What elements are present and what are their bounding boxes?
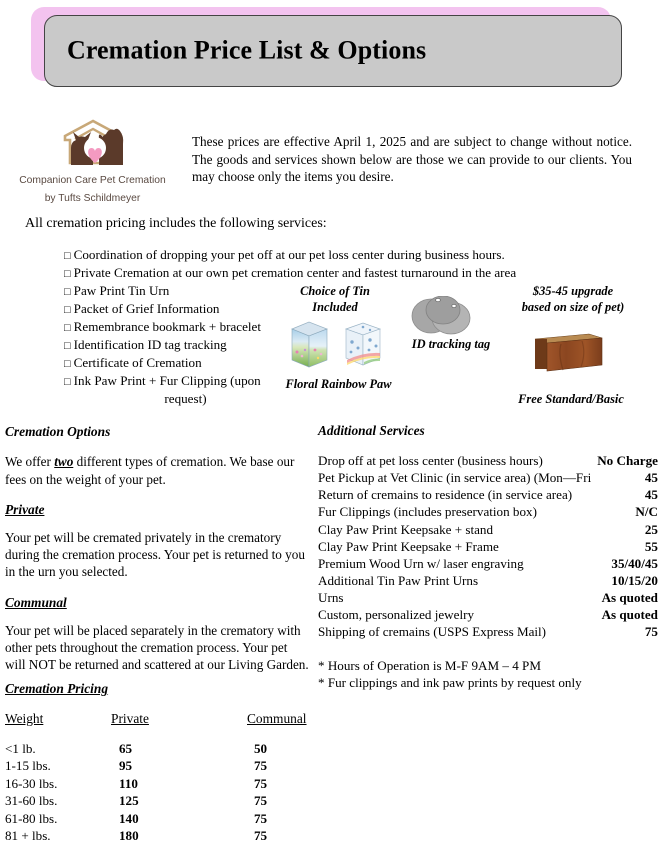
urn-upgrade-caption <box>489 284 657 316</box>
service-label: Pet Pickup at Vet Clinic (in service area) (Mon—Fri <box>318 470 592 486</box>
page-title-banner <box>31 7 627 89</box>
tin-names-caption: Floral Rainbow Paw <box>285 377 392 391</box>
wood-urn-image <box>527 327 605 375</box>
table-row <box>5 740 307 757</box>
list-item <box>64 300 294 318</box>
cell-private: 125 <box>119 793 139 809</box>
service-price: 35/40/45 <box>611 555 658 571</box>
rainbow-paw-tin-image <box>340 320 386 368</box>
cell-weight: 16-30 lbs. <box>5 775 58 791</box>
table-row <box>318 469 658 486</box>
additional-services-column <box>318 423 658 691</box>
list-item-label: Remembrance bookmark + bracelet <box>73 318 261 334</box>
checkbox-icon: □ <box>64 303 71 316</box>
cell-communal: 75 <box>254 775 268 791</box>
cell-communal: 75 <box>254 810 268 826</box>
column-header-private: Private <box>111 711 149 726</box>
service-price: 55 <box>644 538 658 554</box>
private-heading: Private <box>5 501 45 517</box>
service-price: 25 <box>644 521 658 537</box>
list-item-label: Identification ID tag tracking <box>73 336 227 352</box>
list-item-label: Packet of Grief Information <box>73 300 220 316</box>
table-row <box>318 486 658 503</box>
cremation-options-column <box>5 423 310 687</box>
list-item <box>64 264 517 282</box>
logo-caption-line-2: by Tufts Schildmeyer <box>44 193 141 205</box>
table-row <box>5 757 307 774</box>
list-item <box>64 336 294 354</box>
column-header-weight: Weight <box>5 711 44 726</box>
checkbox-icon: □ <box>64 339 71 352</box>
service-price: N/C <box>635 504 658 520</box>
additional-services-notes <box>318 657 638 692</box>
cell-weight: 61-80 lbs. <box>5 810 58 826</box>
checkbox-icon: □ <box>64 267 71 280</box>
list-item-label: Coordination of dropping your pet off at our pet loss center during business hours. <box>73 247 505 262</box>
companion-care-logo-icon <box>55 118 131 168</box>
page-title: Cremation Price List & Options <box>67 35 427 65</box>
list-item <box>64 318 294 336</box>
floral-tin-image <box>286 319 333 370</box>
cell-private: 65 <box>119 741 133 756</box>
service-label: Urns <box>318 590 344 606</box>
id-tag-caption: ID tracking tag <box>411 337 491 351</box>
list-item <box>64 246 505 264</box>
service-label: Clay Paw Print Keepsake + Frame <box>318 538 499 554</box>
service-price: 45 <box>644 470 658 486</box>
checkbox-icon: □ <box>64 285 71 298</box>
service-label: Drop off at pet loss center (business hours) <box>318 453 543 468</box>
cell-communal: 75 <box>254 828 268 844</box>
table-row <box>318 572 658 589</box>
logo-caption <box>5 172 180 208</box>
note-line: * Hours of Operation is M-F 9AM – 4 PM <box>318 657 541 673</box>
intro-paragraph: These prices are effective April 1, 2025 and are subject to change without notice. The goods and services shown below are those we can provide to our clients. You may choose only the items you desire. <box>192 134 632 185</box>
cell-communal: 75 <box>254 793 268 809</box>
column-header-communal: Communal <box>247 711 307 726</box>
title-banner-box <box>44 15 622 87</box>
service-price: As quoted <box>601 590 658 606</box>
table-row <box>5 810 307 827</box>
cell-private: 140 <box>119 810 139 826</box>
cremation-options-heading: Cremation Options <box>5 424 111 439</box>
list-item-label: Paw Print Tin Urn <box>73 282 170 298</box>
checkbox-icon: □ <box>64 250 71 262</box>
list-item-label: Ink Paw Print + Fur Clipping (upon <box>73 372 261 388</box>
cremation-pricing-section <box>5 681 335 844</box>
service-label: Additional Tin Paw Print Urns <box>318 572 479 588</box>
cell-communal: 50 <box>254 741 268 756</box>
upgrade-caption-line-1: $35-45 upgrade <box>532 284 614 298</box>
cell-weight: <1 lb. <box>5 741 36 756</box>
list-item <box>64 282 294 300</box>
service-label: Premium Wood Urn w/ laser engraving <box>318 555 524 571</box>
list-item <box>64 354 294 372</box>
table-row <box>5 827 307 844</box>
table-row <box>318 452 658 469</box>
tin-caption-line-2: Included <box>312 299 358 314</box>
table-row <box>318 589 658 606</box>
table-row <box>318 503 658 520</box>
options-intro-post: different types of cremation. We base our fees on the weight of your pet. <box>5 454 295 487</box>
service-price: 75 <box>644 624 658 640</box>
additional-services-table <box>318 452 658 641</box>
table-row <box>5 792 307 809</box>
checkbox-icon: □ <box>64 357 71 370</box>
table-row <box>318 555 658 572</box>
logo-caption-line-1: Companion Care Pet Cremation <box>19 175 166 186</box>
options-intro-pre: We offer <box>5 454 55 470</box>
list-item <box>64 372 279 408</box>
tin-caption-line-1: Choice of Tin <box>300 284 370 298</box>
communal-body: Your pet will be placed separately in the crematory with other pets throughout the cremation process. Your pet will NOT be returned and scattered at our Living Garden. <box>5 623 309 673</box>
service-label: Custom, personalized jewelry <box>318 607 474 623</box>
service-label: Shipping of cremains (USPS Express Mail) <box>318 624 547 640</box>
table-row <box>318 606 658 623</box>
service-price: 45 <box>644 487 658 503</box>
checkbox-icon: □ <box>64 321 71 334</box>
table-row <box>5 775 307 792</box>
table-row <box>318 623 658 640</box>
list-item-label: Certificate of Cremation <box>73 354 202 370</box>
service-label: Return of cremains to residence (in service area) <box>318 487 573 503</box>
cell-weight: 1-15 lbs. <box>5 758 51 774</box>
list-item-label-cont: request) <box>164 390 207 406</box>
cell-weight: 81 + lbs. <box>5 828 51 844</box>
service-price: As quoted <box>601 607 658 623</box>
company-logo-block <box>5 118 180 208</box>
additional-services-heading: Additional Services <box>318 423 425 438</box>
tin-choice-caption <box>279 284 391 316</box>
table-row <box>318 521 658 538</box>
cremation-pricing-table <box>5 711 307 844</box>
service-price: No Charge <box>597 453 658 468</box>
communal-heading: Communal <box>5 594 67 610</box>
cremation-options-intro <box>5 453 310 487</box>
service-price: 10/15/20 <box>611 572 658 588</box>
cell-private: 180 <box>119 828 139 844</box>
table-row <box>318 538 658 555</box>
upgrade-caption-line-2: based on size of pet) <box>521 299 625 314</box>
checkbox-icon: □ <box>64 375 71 388</box>
urn-caption: Free Standard/Basic <box>518 392 624 406</box>
private-body: Your pet will be cremated privately in the crematory during the cremation process. Your pet is returned to you in the urn you selected. <box>5 530 305 580</box>
options-intro-emphasis: two <box>54 454 74 470</box>
cell-private: 95 <box>119 758 133 774</box>
cell-communal: 75 <box>254 758 268 774</box>
note-line: * Fur clippings and ink paw prints by request only <box>318 674 582 690</box>
includes-lead-text: All cremation pricing includes the following services: <box>25 216 327 231</box>
service-label: Fur Clippings (includes preservation box) <box>318 504 537 520</box>
cell-weight: 31-60 lbs. <box>5 793 58 809</box>
cremation-pricing-heading: Cremation Pricing <box>5 681 109 696</box>
table-header-row <box>5 711 307 740</box>
cell-private: 110 <box>119 775 138 791</box>
id-tracking-tag-image <box>405 296 477 336</box>
service-label: Clay Paw Print Keepsake + stand <box>318 521 494 537</box>
list-item-label: Private Cremation at our own pet cremation center and fastest turnaround in the area <box>73 264 517 280</box>
